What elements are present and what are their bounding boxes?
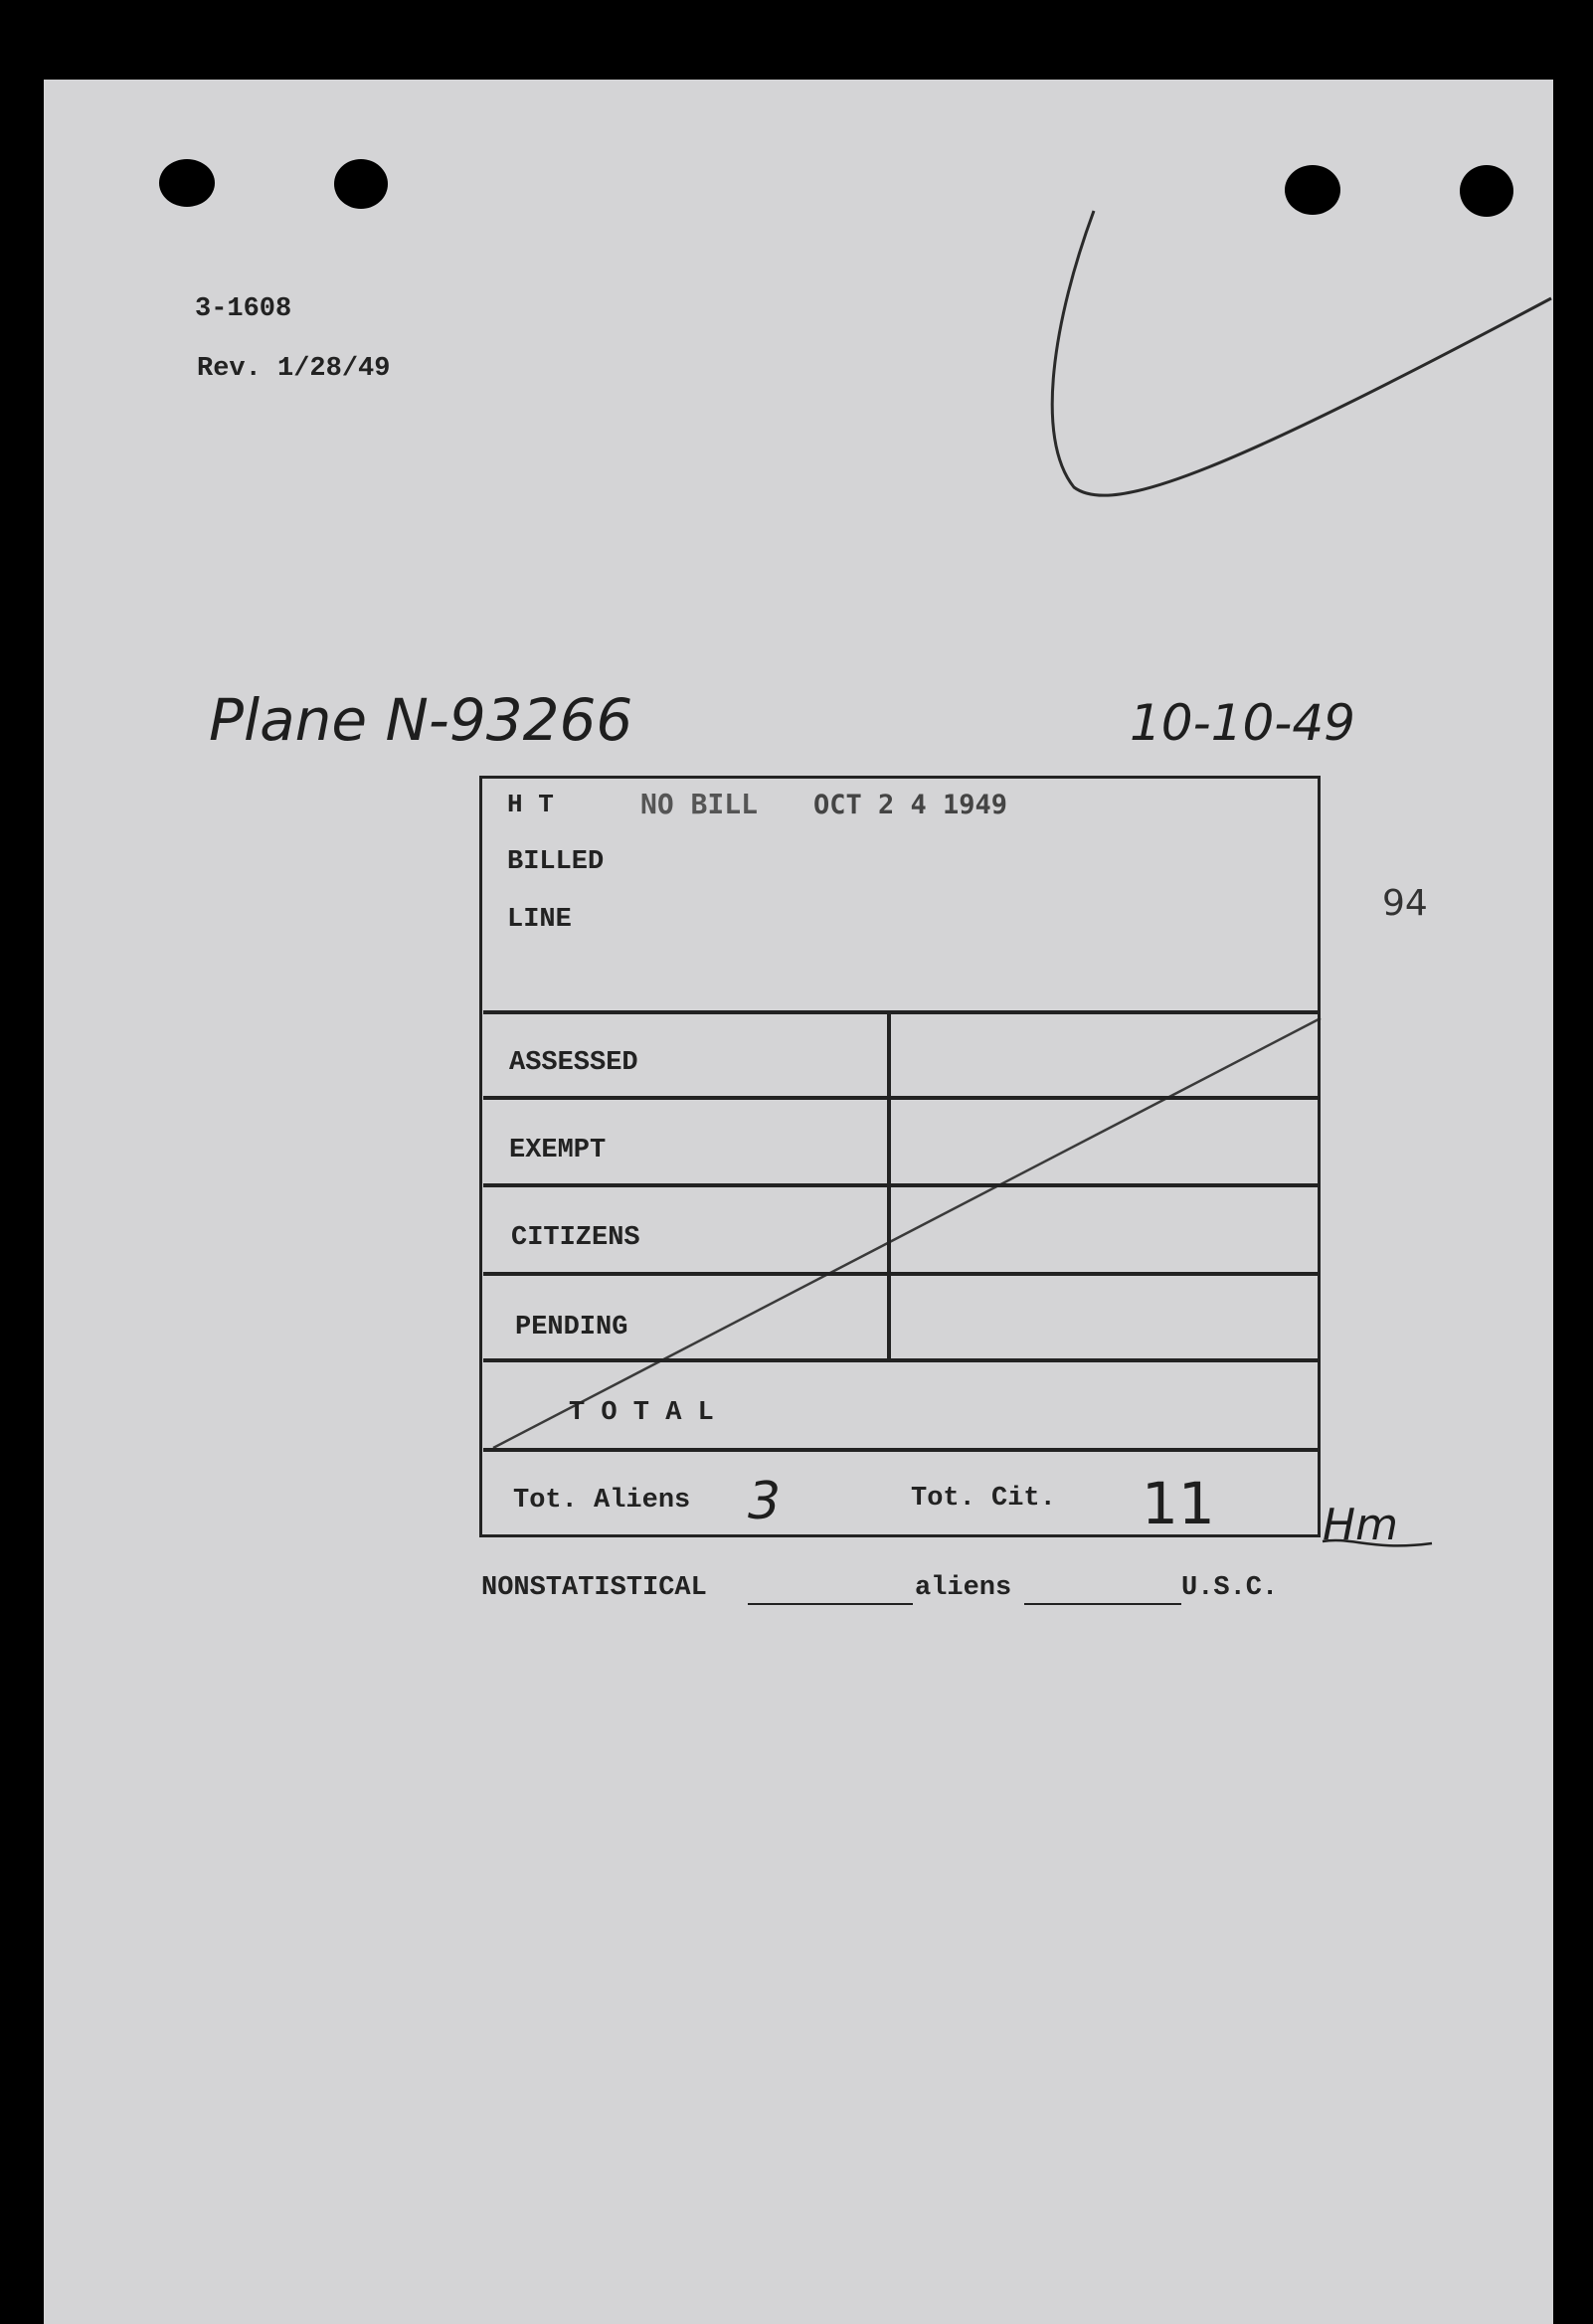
header-row-billed: BILLED [507, 847, 605, 877]
plane-number-handwritten: Plane N-93266 [209, 686, 633, 754]
nonstatistical-label: NONSTATISTICAL [481, 1573, 707, 1603]
table-rule [483, 1183, 1321, 1187]
tot-aliens-value: 3 [748, 1472, 782, 1531]
tot-cit-label: Tot. Cit. [911, 1484, 1056, 1514]
header-row-ht: H T [507, 790, 554, 819]
initials-handwritten: Hm [1323, 1500, 1398, 1550]
nonstatistical-usc-blank [1024, 1603, 1181, 1605]
table-rule [483, 1096, 1321, 1100]
page-number: 94 [1382, 883, 1428, 924]
date-handwritten: 10-10-49 [1130, 694, 1355, 752]
usc-label: U.S.C. [1181, 1573, 1279, 1603]
row-total-label: T O T A L [569, 1398, 714, 1428]
stamp-text: NO BILL [640, 788, 759, 820]
form-number: 3-1608 [195, 294, 292, 324]
header-row-line: LINE [507, 905, 572, 935]
table-rule [483, 1358, 1321, 1362]
table-rule [483, 1448, 1321, 1452]
aliens-label: aliens [915, 1573, 1012, 1603]
table-column-divider [887, 1012, 891, 1360]
row-citizens-label: CITIZENS [511, 1223, 640, 1253]
form-revision: Rev. 1/28/49 [197, 354, 391, 384]
table-rule [483, 1010, 1321, 1014]
nonstatistical-aliens-blank [748, 1603, 913, 1605]
row-pending-label: PENDING [515, 1313, 628, 1342]
tot-aliens-label: Tot. Aliens [513, 1486, 691, 1516]
stamp-date: OCT 2 4 1949 [813, 790, 1008, 820]
tot-cit-value: 11 [1142, 1470, 1215, 1537]
table-rule [483, 1272, 1321, 1276]
row-assessed-label: ASSESSED [509, 1048, 638, 1078]
row-exempt-label: EXEMPT [509, 1136, 607, 1165]
